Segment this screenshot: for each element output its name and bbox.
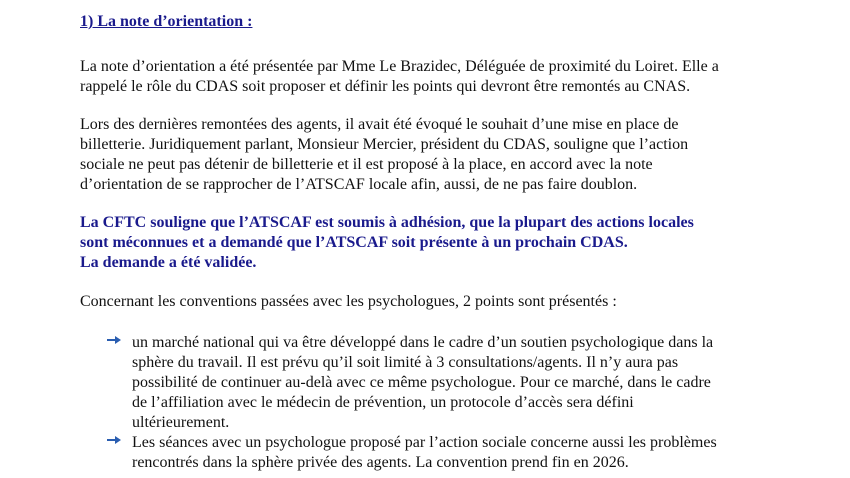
- bullet-line: rencontrés dans la sphère privée des agents. La convention prend fin en 2026.: [132, 454, 629, 471]
- paragraph-note-orientation: [80, 57, 780, 97]
- section-heading: 1) La note d’orientation :: [80, 13, 253, 30]
- text-line: sont méconnues et a demandé que l’ATSCAF soit présente à un prochain CDAS.: [80, 234, 628, 251]
- text-line: Concernant les conventions passées avec les psychologues, 2 points sont présentés :: [80, 293, 617, 310]
- bullet-list: [80, 333, 780, 473]
- bullet-line: sphère du travail. Il est prévu qu’il soit limité à 3 consultations/agents. Il n’y aura pas: [132, 354, 679, 371]
- text-line: La demande a été validée.: [80, 254, 257, 271]
- paragraph-billetterie: [80, 115, 780, 195]
- bullet-line: un marché national qui va être développé dans le cadre d’un soutien psychologique dans la: [132, 334, 714, 351]
- bullet-line: ultérieurement.: [132, 414, 230, 431]
- text-line: La CFTC souligne que l’ATSCAF est soumis à adhésion, que la plupart des actions locales: [80, 214, 694, 231]
- text-line: Lors des dernières remontées des agents, il avait été évoqué le souhait d’une mise en place de: [80, 116, 679, 133]
- bullet-line: Les séances avec un psychologue proposé par l’action sociale concerne aussi les problèmes: [132, 434, 717, 451]
- arrow-bullet-icon: [106, 435, 122, 445]
- bullet-item: [80, 433, 780, 473]
- paragraph-cftc-statement: [80, 213, 780, 273]
- text-line: sociale ne peut pas détenir de billetterie et il est proposé à la place, en accord avec la note: [80, 156, 653, 173]
- text-line: rappelé le rôle du CDAS soit proposer et définir les points qui devront être remontés au CNAS.: [80, 78, 691, 95]
- text-line: d’orientation de se rapprocher de l’ATSCAF locale afin, aussi, de ne pas faire doublon.: [80, 176, 638, 193]
- arrow-bullet-icon: [106, 335, 122, 345]
- bullet-line: de l’affiliation avec le médecin de prévention, un protocole d’accès sera défini: [132, 394, 634, 411]
- paragraph-conventions-intro: [80, 292, 780, 312]
- bullet-item: [80, 333, 780, 433]
- text-line: billetterie. Juridiquement parlant, Monsieur Mercier, président du CDAS, souligne que l’action: [80, 136, 689, 153]
- text-line: La note d’orientation a été présentée par Mme Le Brazidec, Déléguée de proximité du Loiret. Elle a: [80, 58, 719, 75]
- bullet-line: possibilité de continuer au-delà avec ce même psychologue. Pour ce marché, dans le cadre: [132, 374, 711, 391]
